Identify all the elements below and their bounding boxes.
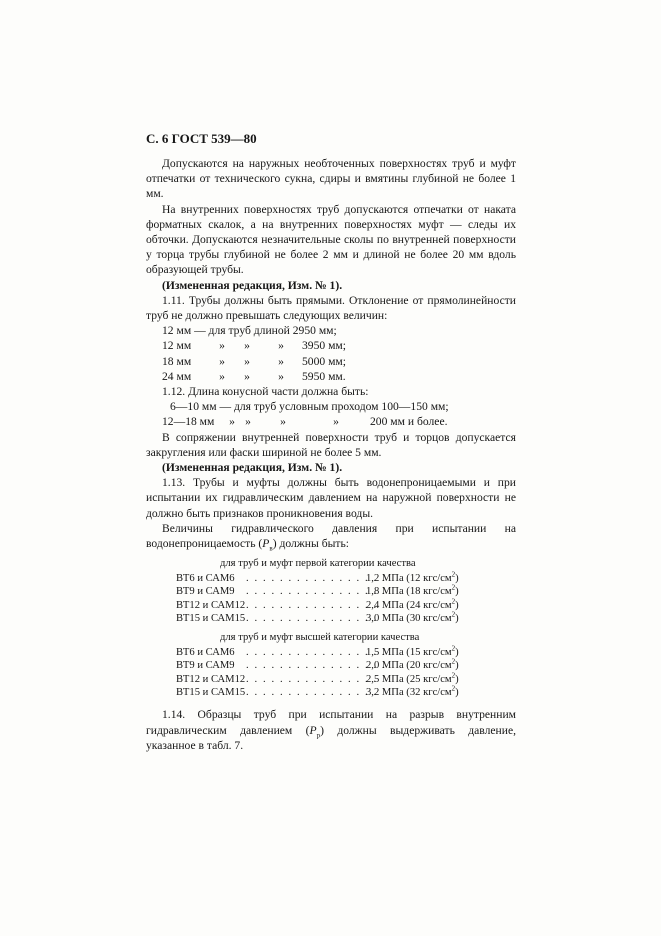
paragraph-inner-surface: На внутренних поверхностях труб допускаются отпечатки от наката форматных скалок, а на внутренних поверхностях муфт — следы их обточки. Допускаются незначительные сколы по внутренней поверхности у торца трубы глубиной не более 2 мм и длиной не более 20 мм вдоль образующей трубы.	[146, 202, 516, 277]
paragraph-conjunction: В сопряжении внутренней поверхности труб и торцов допускается закругления или фаски шириной не более 5 мм.	[146, 430, 516, 459]
pressure-row: ВТ6 и САМ6 . . . . . . . . . . . . . . . . . 1,5 МПа (15 кгс/$см^2$)	[176, 644, 459, 658]
paragraph-1-13: 1.13. Трубы и муфты должны быть водонепроницаемыми и при испытании их гидравлическим давлением на наружной поверхности не должно быть признаков проникновения воды.	[146, 476, 516, 520]
revision-note-2: (Измененная редакция, Изм. № 1).	[162, 461, 343, 475]
pressure-row: ВТ9 и САМ9 . . . . . . . . . . . . . . . . . 2,0 МПа (20 кгс/$см^2$)	[176, 657, 459, 672]
pressure-row: ВТ12 и САМ12 . . . . . . . . . . . . . . . . 2,4 МПа (24 кгс/$см^2$)	[176, 596, 459, 611]
deviation-list	[146, 323, 516, 384]
pressure-row: ВТ15 и САМ15 . . . . . . . . . . . . . . . . 3,0 МПа (30 кгс/$см^2$)	[176, 610, 459, 624]
deviation-first: 12 мм — для труб длиной 2950 мм;	[162, 324, 337, 338]
paragraph-1-12: 1.12. Длина конусной части должна быть:	[162, 385, 369, 399]
pressure-row: ВТ9 и САМ9 . . . . . . . . . . . . . . . . . 1,8 МПа (18 кгс/$см^2$)	[176, 583, 459, 598]
pressure-table-first-category	[146, 557, 516, 625]
paragraph-pressure-values: Величины гидравлического давления при испытании на водонепроницаемость $(P_в)$ должны быть:	[146, 521, 516, 553]
paragraph-1-14: 1.14. Образцы труб при испытании на разрыв внутренним гидравлическим давлением $(P_р)$ должны выдерживать давление, указанное в табл. 7.	[146, 708, 516, 752]
revision-note-1: (Измененная редакция, Изм. № 1).	[162, 278, 343, 292]
deviation-row: 24 мм » » » 5950 мм.	[162, 369, 346, 383]
cone-length-first: 6—10 мм — для труб условным проходом 100—150 мм;	[170, 400, 449, 414]
page-header: С. 6 ГОСТ 539—80	[146, 131, 257, 146]
pressure-table-title: для труб и муфт первой категории качества	[220, 558, 416, 570]
paragraph-outer-surface: Допускаются на наружных необточенных поверхностях труб и муфт отпечатки от технического сукна, сдиры и вмятины глубиной не более 1 мм.	[146, 157, 516, 201]
pressure-row: ВТ15 и САМ15 . . . . . . . . . . . . . . . . 3,2 МПа (32 кгс/$см^2$)	[176, 684, 459, 698]
document-body	[146, 156, 516, 753]
pressure-row: ВТ12 и САМ12 . . . . . . . . . . . . . . . . 2,5 МПа (25 кгс/$см^2$)	[176, 671, 459, 685]
cone-length-row: 12—18 мм » » » » 200 мм и более.	[162, 415, 448, 429]
pressure-table-title: для труб и муфт высшей категории качества	[220, 632, 420, 644]
deviation-row: 18 мм » » » 5000 мм;	[162, 354, 346, 368]
pressure-table-highest-category	[146, 631, 516, 699]
paragraph-1-11: 1.11. Трубы должны быть прямыми. Отклонение от прямолинейности труб не должно превышать следующих величин:	[146, 293, 516, 323]
deviation-row: 12 мм » » » 3950 мм;	[162, 339, 346, 353]
pressure-row: ВТ6 и САМ6 . . . . . . . . . . . . . . . . . 1,2 МПа (12 кгс/$см^2$)	[176, 570, 459, 584]
